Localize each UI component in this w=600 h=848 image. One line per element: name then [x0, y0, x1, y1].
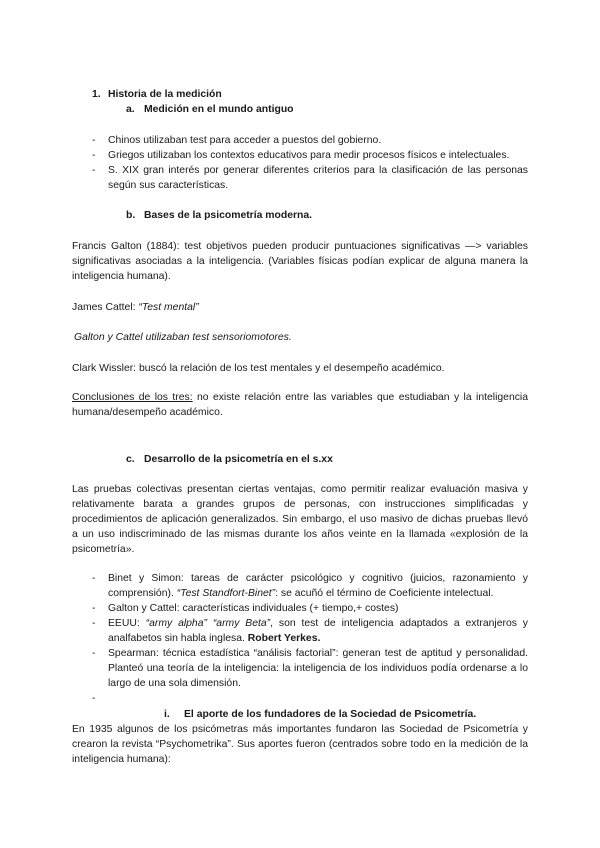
list-item-empty	[92, 691, 528, 706]
cattel-prefix: James Cattel:	[72, 302, 139, 313]
subheading-a-title: Medición en el mundo antiguo	[144, 104, 294, 115]
heading-1	[92, 87, 222, 102]
subheading-a	[126, 102, 294, 117]
list-item: - Chinos utilizaban test para acceder a puestos del gobierno.	[92, 133, 528, 148]
binet-text: Binet y Simon: tareas de carácter psicológico y cognitivo (juicios, razonamiento y comprensión).	[108, 573, 528, 599]
subheading-i-title: El aporte de los fundadores de la Sociedad de Psicometría.	[184, 709, 477, 720]
eeuu-text: , son test de inteligencia adaptados a extranjeros y analfabetos sin habla inglesa.	[108, 618, 528, 644]
galton-paragraph: Francis Galton (1884): test objetivos pueden producir puntuaciones significativas —> variables significativas asociadas a la inteligencia. (Variables físicas podían explicar de alguna manera la inteligencia humana).	[72, 241, 528, 282]
eeuu-tests: “army alpha” “army Beta”	[145, 618, 271, 629]
subheading-c-title: Desarrollo de la psicometría en el s.xx	[144, 454, 333, 465]
subheading-b-letter: b.	[126, 210, 136, 221]
binet-rest: : se acuñó el término de Coeficiente intelectual.	[275, 588, 494, 599]
cattel-quote: “Test mental”	[138, 302, 199, 313]
ancient-bullet-list	[92, 133, 528, 193]
heading-1-title: Historia de la medición	[108, 89, 222, 100]
list-item: - Griegos utilizaban los contextos educativos para medir procesos físicos e intelectuales.	[92, 148, 528, 163]
subheading-b	[126, 208, 312, 223]
conclusions-text: no existe relación entre las variables que estudiaban y la inteligencia humana/desempeño académico.	[72, 392, 529, 418]
conclusions-label: Conclusiones de los tres:	[72, 392, 193, 403]
list-item-binet	[92, 571, 528, 601]
list-item-galton-cattel: - Galton y Cattel: características individuales (+ tiempo,+ costes)	[92, 601, 528, 616]
subheading-i	[164, 707, 476, 722]
cattel-paragraph	[72, 300, 528, 315]
founders-paragraph: En 1935 algunos de los psicómetras más importantes fundaron las Sociedad de Psicometría y crearon la revista “Psychometrika”. Sus aportes fueron (centrados sobre todo en la medición de la inteligencia humana):	[72, 724, 528, 765]
list-item-spearman: - Spearman: técnica estadística “análisis factorial”: generan test de aptitud y personalidad. Planteó una teoría de la inteligencia: la inteligencia de los individuos podía ordenarse a lo largo de una sola dimensión.	[92, 646, 528, 691]
list-item-eeuu	[92, 616, 528, 646]
subheading-b-title: Bases de la psicometría moderna.	[144, 210, 313, 221]
subheading-i-letter: i.	[164, 709, 170, 720]
subheading-c-letter: c.	[126, 454, 135, 465]
list-item: - S. XIX gran interés por generar diferentes criterios para la clasificación de las personas según sus características.	[92, 163, 528, 193]
eeuu-yerkes: Robert Yerkes.	[247, 633, 321, 644]
subheading-c	[126, 452, 333, 467]
conclusions-paragraph	[72, 390, 528, 420]
galton-cattel-paragraph: Galton y Cattel utilizaban test sensoriomotores.	[74, 332, 292, 343]
wissler-paragraph: Clark Wissler: buscó la relación de los test mentales y el desempeño académico.	[72, 363, 445, 374]
eeuu-prefix: EEUU:	[108, 618, 146, 629]
subheading-a-letter: a.	[126, 104, 135, 115]
binet-test-name: “Test Standfort-Binet”	[176, 588, 276, 599]
twentieth-century-bullet-list	[92, 571, 528, 706]
collective-tests-paragraph: Las pruebas colectivas presentan ciertas ventajas, como permitir realizar evaluación masiva y relativamente barata a grandes grupos de personas, con instrucciones simplificadas y procedimientos de aplicación generalizados. Sin embargo, el uso masivo de dichas pruebas llevó a un uso indiscriminado de las mismas durante los años veinte en la llamada «explosión de la psicometría».	[72, 484, 528, 555]
heading-1-number: 1.	[92, 89, 101, 100]
